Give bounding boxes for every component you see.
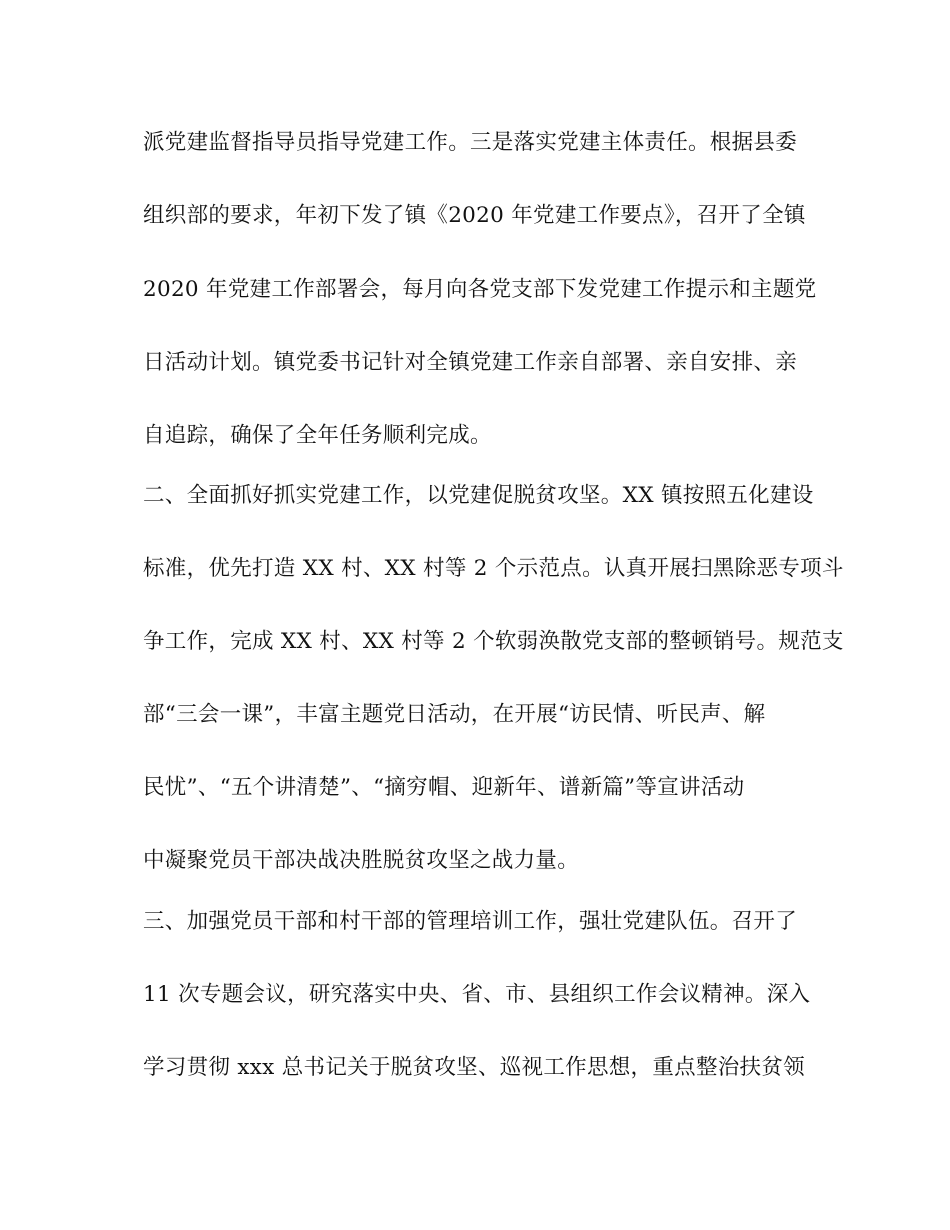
text-line: 自追踪，确保了全年任务顺利完成。 [143,423,492,448]
text-line: 学习贯彻 xxx 总书记关于脱贫攻坚、巡视工作思想，重点整治扶贫领 [143,1055,805,1080]
text-line: 11 次专题会议，研究落实中央、省、市、县组织工作会议精神。深入 [143,982,811,1007]
text-line: 2020 年党建工作部署会，每月向各党支部下发党建工作提示和主题党 [143,277,817,302]
paragraph-heading-line: 二、全面抓好抓实党建工作，以党建促脱贫攻坚。XX 镇按照五化建设 [143,483,814,508]
text-line: 标准，优先打造 XX 村、XX 村等 2 个示范点。认真开展扫黑除恶专项斗 [143,556,844,581]
paragraph-heading-line: 三、加强党员干部和村干部的管理培训工作，强壮党建队伍。召开了 [143,909,798,934]
text-line: 中凝聚党员干部决战决胜脱贫攻坚之战力量。 [143,848,580,873]
text-line: 争工作，完成 XX 村、XX 村等 2 个软弱涣散党支部的整顿销号。规范支 [143,629,844,654]
text-line: 派党建监督指导员指导党建工作。三是落实党建主体责任。根据县委 [143,130,798,155]
text-line: 日活动计划。镇党委书记针对全镇党建工作亲自部署、亲自安排、亲 [143,350,798,375]
text-line: 民忧”、“五个讲清楚”、“摘穷帽、迎新年、谱新篇”等宣讲活动 [143,775,745,800]
text-line: 组织部的要求，年初下发了镇《2020 年党建工作要点》，召开了全镇 [143,203,806,228]
text-line: 部“三会一课”，丰富主题党日活动，在开展“访民情、听民声、解 [143,702,766,727]
